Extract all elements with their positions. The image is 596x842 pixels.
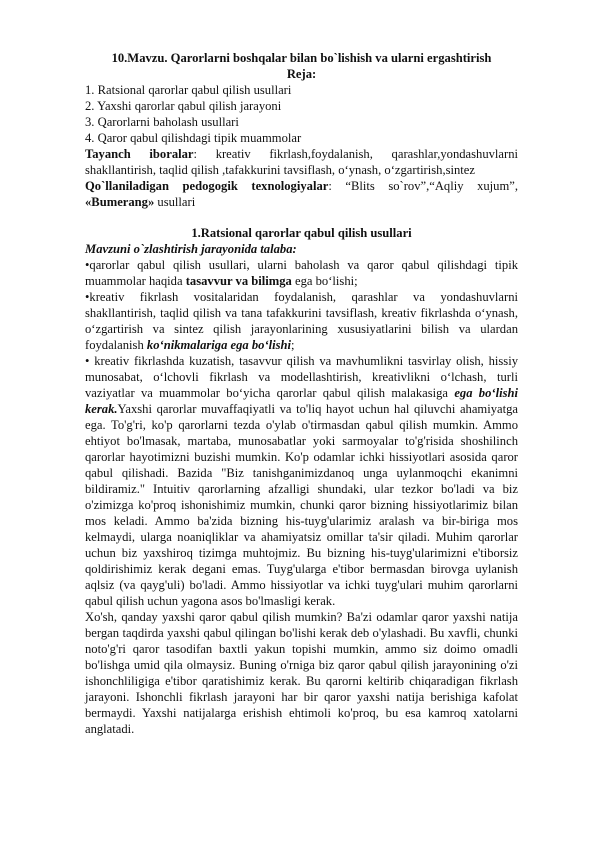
- bullet-1-emphasis: tasavvur va bilimga: [185, 274, 292, 288]
- bullet-3-text: • kreativ fikrlashda kuzatish, tasavvur qilish va mavhumlikni tasvirlay olish, hissiy munosabat, o‘lchovli fikrlash va modellashtirish, kreativlikni o‘lchash, turli vaziyatlar va muammolar bo‘yicha qarorlar qabul qilish malakasiga: [85, 354, 518, 400]
- bullet-paragraph-1: [85, 257, 518, 289]
- bullet-paragraph-3: [85, 353, 518, 609]
- bullet-2-emphasis: ko‘nikmalariga ega bo‘lishi: [146, 338, 292, 352]
- section-subtitle: Mavzuni o`zlashtirish jarayonida talaba:: [85, 242, 297, 256]
- bullet-3-body: Yaxshi qarorlar muvaffaqiyatli va to'liq hayot uchun hal qiluvchi ahamiyatga ega. To'g'ri, ko'p qarorlarni tezda o'ylab o'tirmasdan qabul qilish mumkin. Ammo ehtiyot bo'lmasak, martaba, munosabatlar yoki sarmoyalar to'g'risida shoshilinch qarorlar hayotimizni buzishi mumkin. Ko'p odamlar ichki hissiyotlari asosida qaror qabul qilishadi. Bazida "Biz tanishganimizdanoq unga uylanmoqchi ekanimni bildiramiz." Intuitiv qarorlarning afzalligi shundaki, ular tezkor bo'ladi va biz o'zimizga ko'proq ishonishimiz mumkin, chunki qaror bizning hissiyotlarimiz bilan mos keladi. Ammo ba'zida bizning his-tuyg'ularimiz aralash va bir-biriga mos kelmaydi, ularga noaniqliklar va ahamiyatsiz omillar ta'sir qiladi. Muhim qarorlar uchun biz yaxshiroq tizimga muhtojmiz. Bu bizning his-tuyg'ularimizni e'tiborsiz qoldirishimiz kerak degani emas. Tuyg'ularga e'tibor bermasdan birovga uylanish aqlsiz (va qayg'uli) bo'ladi. Ammo hissiyotlar va ichki tuyg'ulari muhim qarorlarni qabul qilish uchun yagona asos bo'lmasligi kerak.: [85, 402, 518, 608]
- plan-item: 4. Qaror qabul qilishdagi tipik muammolar: [85, 131, 302, 145]
- key-terms-paragraph: [85, 146, 518, 178]
- bullet-paragraph-2: [85, 289, 518, 353]
- key-terms-text: : kreativ fikrlash,foydalanish, qarashlar,yondashuvlarni shakllantirish, taqlid qilish ,tafakkurini tavsiflash, o‘ynash, o‘zgartirish,sintez: [85, 147, 519, 177]
- plan-label: Reja:: [286, 67, 317, 81]
- plan-item: 2. Yaxshi qarorlar qabul qilish jarayoni: [85, 99, 282, 113]
- key-terms-label: Tayanch iboralar: [85, 147, 194, 161]
- body-paragraph-2: Xo'sh, qanday yaxshi qaror qabul qilish mumkin? Ba'zi odamlar qaror yaxshi natija bergan taqdirda yaxshi qabul qilingan bo'lishi kerak deb o'ylashadi. Bu xavfli, chunki noto'g'ri qaror tasodifan baxtli yakun topishi mumkin, ammo siz doimo omadli bo'lishga umid qila olmaysiz. Buning o'rniga biz qaror qabul qilish jarayonining o'zi ishonchliligiga e'tibor qaratishimiz kerak. Bu qarorni keltirib chiqaradigan fikrlash jarayoni. Ishonchli fikrlash jarayoni har bir qaror yaxshi natija berishiga kafolat bermaydi. Yaxshi natijalarga erishish ehtimoli ko'proq, bu esa kamroq xatolarni anglatadi.: [85, 610, 518, 736]
- document-page: [85, 50, 518, 737]
- plan-item: 1. Ratsional qarorlar qabul qilish usullari: [85, 83, 292, 97]
- bullet-2-text: •kreativ fikrlash vositalaridan foydalanish, qarashlar va yondashuvlarni shakllantirish, taqlid qilish va tana tafakkurini tavsiflash, kreativ fikrlashda o‘ynash, o‘zgartirish va sintez qilish jarayonlarining xususiyatlarini bilish va ulardan foydalanish: [85, 290, 518, 352]
- bullet-1-end: ega bo‘lishi;: [291, 274, 358, 288]
- bullet-2-end: ;: [291, 338, 295, 352]
- bullet-3-emphasis: ega bo‘lishi kerak.: [85, 386, 518, 416]
- technologies-label: Qo`llaniladigan pedogogik texnologiyalar: [85, 179, 329, 193]
- technologies-text-2: usullari: [154, 195, 196, 209]
- technologies-paragraph: [85, 178, 518, 210]
- plan-item: 3. Qarorlarni baholash usullari: [85, 115, 239, 129]
- document-title: 10.Mavzu. Qarorlarni boshqalar bilan bo`lishish va ularni ergashtirish: [111, 51, 492, 65]
- section-title: 1.Ratsional qarorlar qabul qilish usullari: [191, 226, 412, 240]
- plan-list: [85, 82, 518, 146]
- bullet-1-text: •qarorlar qabul qilish usullari, ularni baholash va qaror qabul qilishdagi tipik muammolar haqida: [85, 258, 518, 288]
- technologies-text: : “Blits so`rov”,“Aqliy xujum”,: [328, 179, 518, 193]
- technologies-label-2: «Bumerang»: [85, 195, 155, 209]
- spacer: [85, 210, 518, 225]
